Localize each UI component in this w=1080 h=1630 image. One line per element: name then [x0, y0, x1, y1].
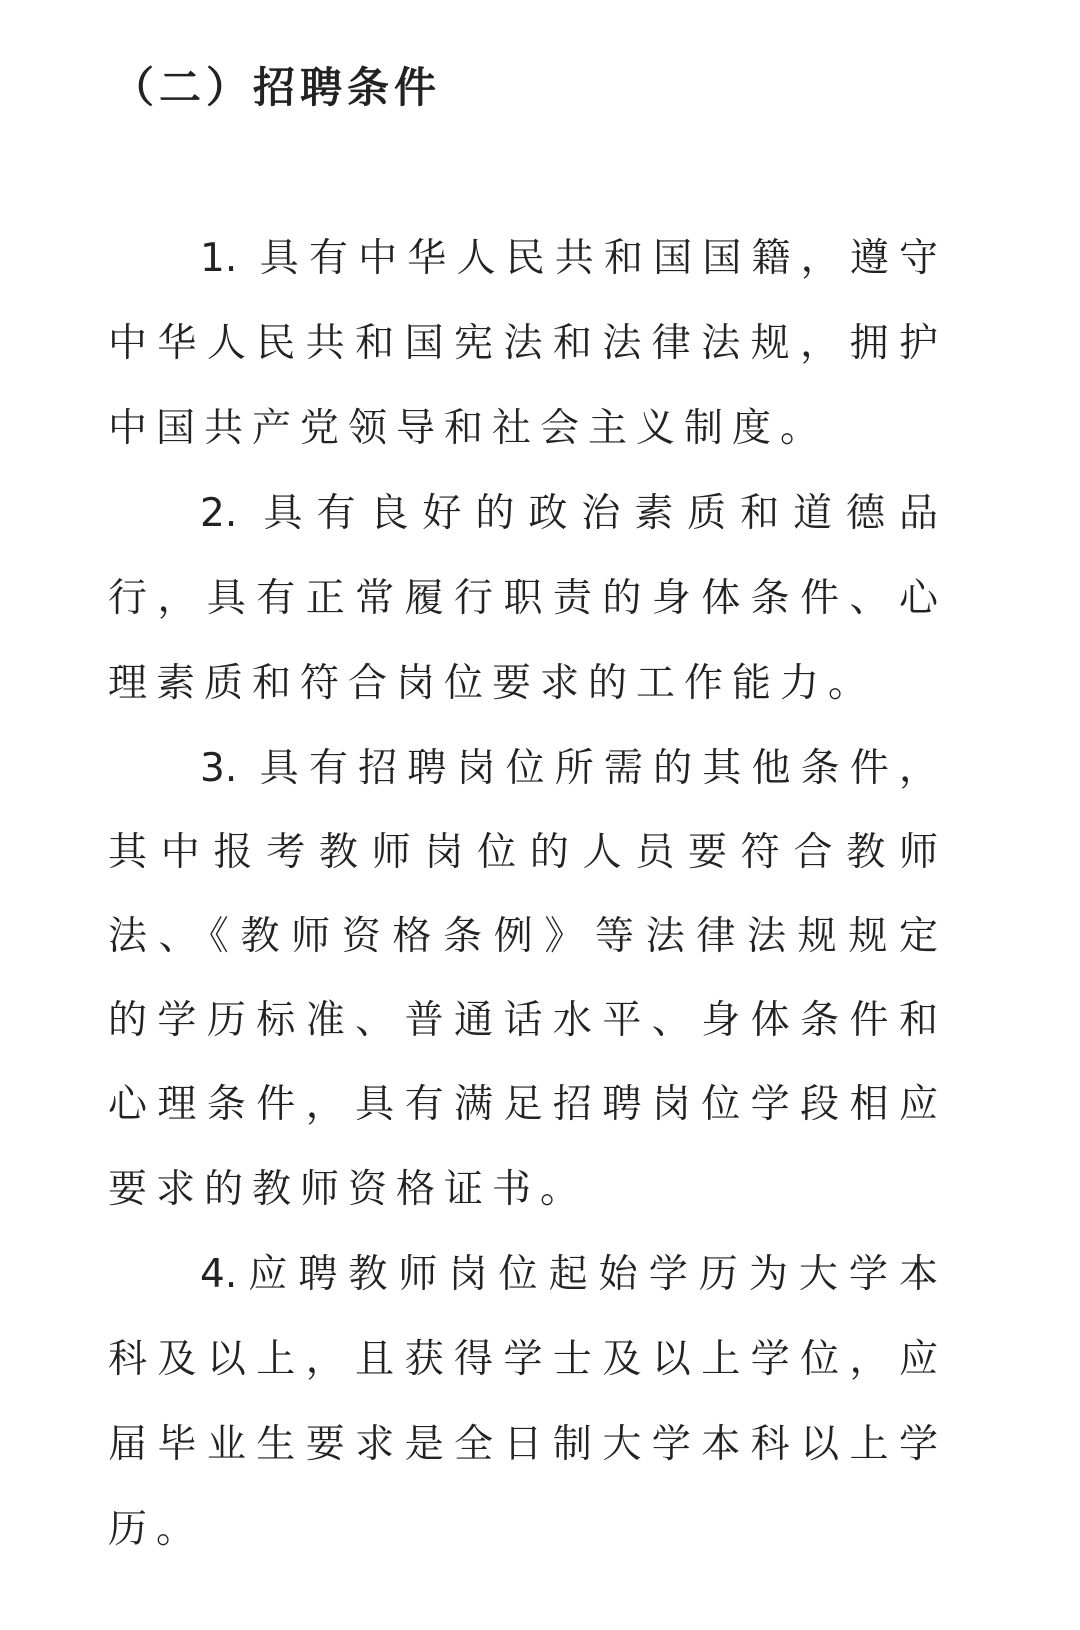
item-4-line-3: 届毕业生要求是全日制大学本科以上学 — [108, 1422, 938, 1467]
item-3-line-6: 要求的教师资格证书。 — [108, 1167, 589, 1212]
item-4-line-2: 科及以上，且获得学士及以上学位，应 — [108, 1337, 938, 1382]
item-2-line-1: 2. 具有良好的政治素质和道德品 — [200, 491, 938, 536]
item-4-line-4: 历。 — [108, 1507, 205, 1552]
item-2-line-3: 理素质和符合岗位要求的工作能力。 — [108, 661, 877, 706]
item-4-line-1: 4.应聘教师岗位起始学历为大学本 — [200, 1252, 938, 1297]
section-heading: （二）招聘条件 — [112, 63, 442, 112]
item-3-line-1: 3. 具有招聘岗位所需的其他条件， — [200, 746, 938, 791]
item-1-line-1: 1. 具有中华人民共和国国籍，遵守 — [200, 236, 938, 281]
item-3-line-5: 心理条件，具有满足招聘岗位学段相应 — [108, 1082, 938, 1127]
item-2-line-2: 行，具有正常履行职责的身体条件、心 — [108, 576, 938, 621]
item-3-line-2: 其中报考教师岗位的人员要符合教师 — [108, 830, 938, 875]
item-1-line-3: 中国共产党领导和社会主义制度。 — [108, 406, 829, 451]
item-3-line-3: 法、《教师资格条例》等法律法规规定 — [108, 914, 938, 959]
item-1-line-2: 中华人民共和国宪法和法律法规，拥护 — [108, 321, 938, 366]
item-3-line-4: 的学历标准、普通话水平、身体条件和 — [108, 998, 938, 1043]
